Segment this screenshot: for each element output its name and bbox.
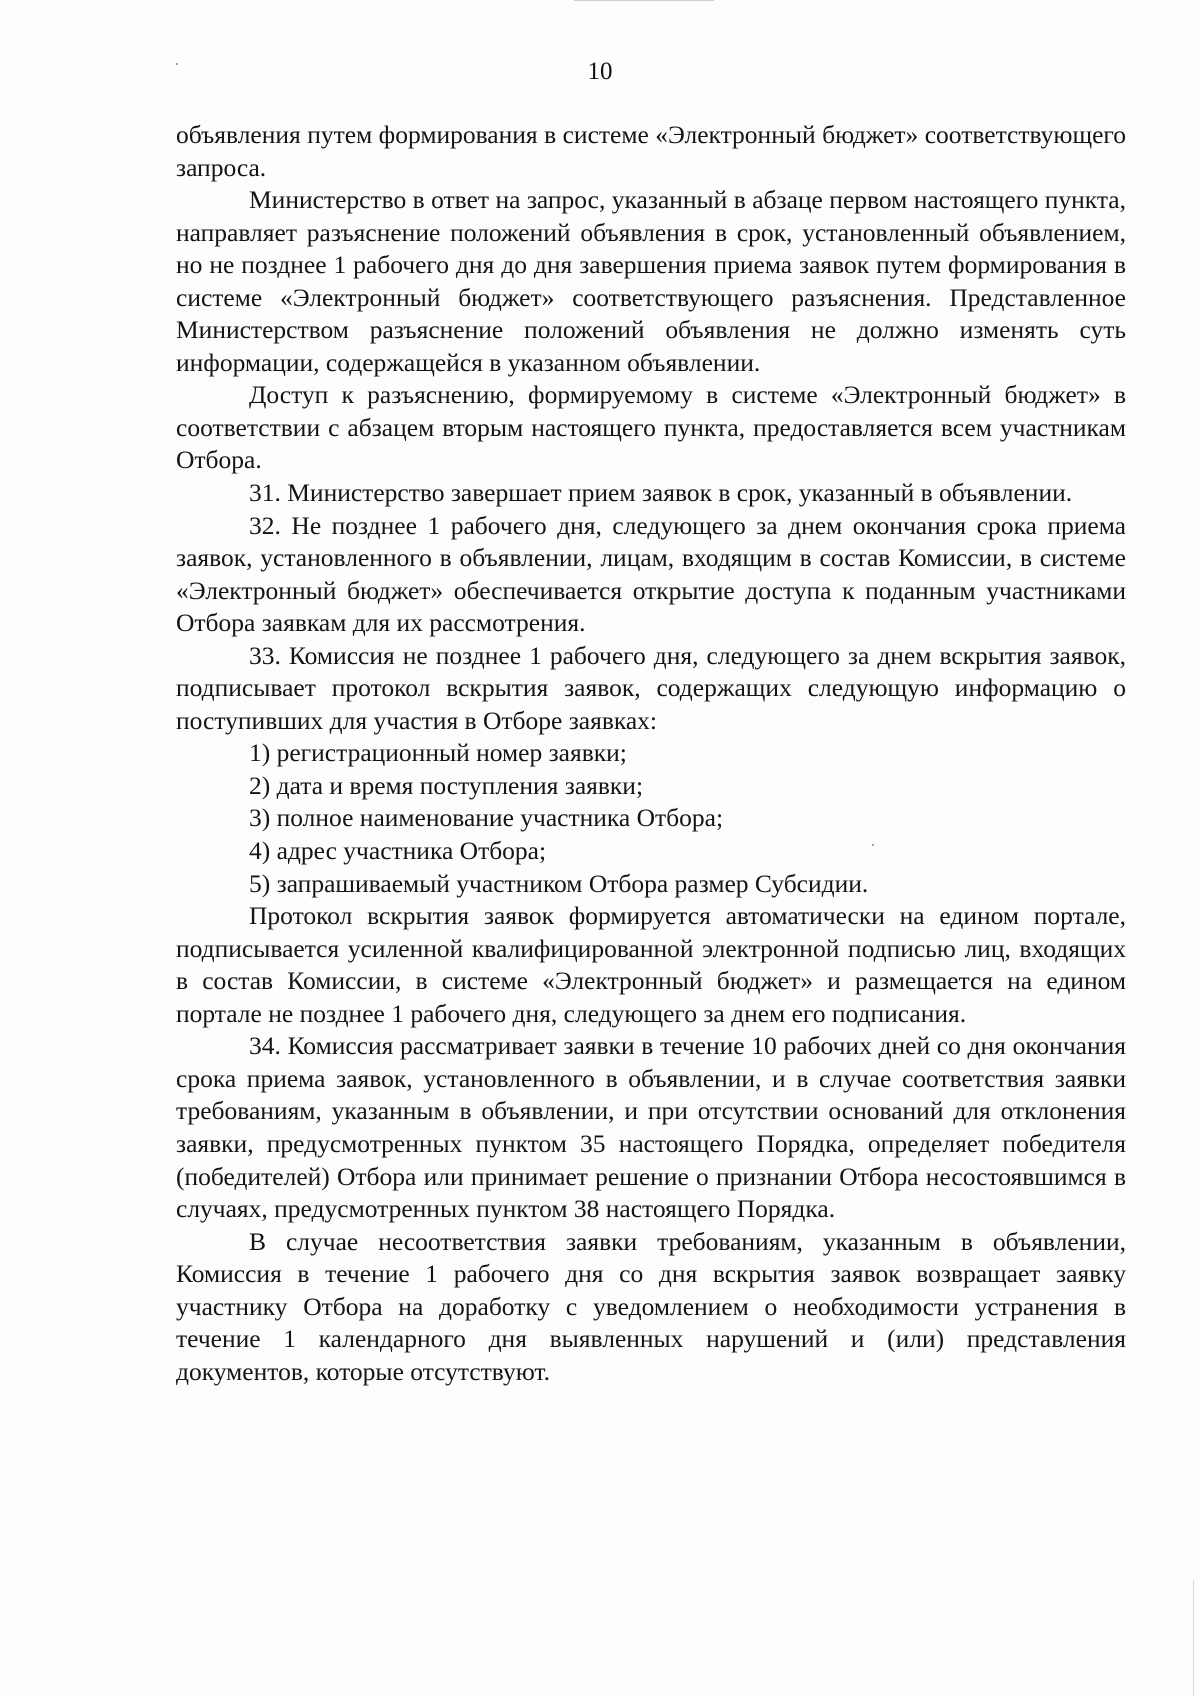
paragraph-clarification: Министерство в ответ на запрос, указанный в абзаце первом настоящего пункта, направляет разъяснение положений объявления в срок, установленный объявлением, но не позднее 1 рабочего дня до дня завершения приема заявок путем формирования в системе «Электронный бюджет» соответствующего разъяснения. Представленное Министерством разъяснение положений объявления не должно изменять суть информации, содержащейся в указанном объявлении. <box>176 185 1126 377</box>
page-number: 10 <box>587 58 613 85</box>
paragraph-protocol: Протокол вскрытия заявок формируется автоматически на едином портале, подписывается усиленной квалифицированной электронной подписью лиц, входящих в состав Комиссии, в системе «Электронный бюджет» и размещается на едином портале не позднее 1 рабочего дня, следующего за днем его подписания. <box>176 901 1126 1028</box>
list-item: 5) запрашиваемый участником Отбора размер Субсидии. <box>249 868 869 898</box>
scan-edge-mark <box>1193 1580 1194 1696</box>
list-item: 3) полное наименование участника Отбора; <box>249 803 724 833</box>
paragraph-item-32: 32. Не позднее 1 рабочего дня, следующего за днем окончания срока приема заявок, установленного в объявлении, лицам, входящим в состав Комиссии, в системе «Электронный бюджет» обеспечивается открытие доступа к поданным участниками Отбора заявкам для их рассмотрения. <box>176 510 1126 638</box>
paragraph-continuation: объявления путем формирования в системе «Электронный бюджет» соответствующего запроса. <box>176 120 1126 182</box>
paragraph-access: Доступ к разъяснению, формируемому в системе «Электронный бюджет» в соответствии с абзацем вторым настоящего пункта, предоставляется всем участникам Отбора. <box>176 380 1126 475</box>
scan-edge-mark <box>574 0 714 1</box>
paragraph-nonconformity: В случае несоответствия заявки требованиям, указанным в объявлении, Комиссия в течение 1 рабочего дня со дня вскрытия заявок возвращает заявку участнику Отбора на доработку с уведомлением о необходимости устранения в течение 1 календарного дня выявленных нарушений и (или) представления документов, которые отсутствуют. <box>176 1226 1126 1386</box>
paragraph-item-34: 34. Комиссия рассматривает заявки в течение 10 рабочих дней со дня окончания срока приема заявок, установленного в объявлении, и в случае соответствия заявки требованиям, указанным в объявлении, и при отсутствии оснований для отклонения заявки, предусмотренных пунктом 35 настоящего Порядка, определяет победителя (победителей) Отбора или принимает решение о признании Отбора несостоявшимся в случаях, предусмотренных пунктом 38 настоящего Порядка. <box>176 1031 1126 1224</box>
document-body <box>176 119 1126 1388</box>
paragraph-item-31: 31. Министерство завершает прием заявок в срок, указанный в объявлении. <box>249 478 1073 508</box>
paragraph-item-33: 33. Комиссия не позднее 1 рабочего дня, следующего за днем вскрытия заявок, подписывает протокол вскрытия заявок, содержащих следующую информацию о поступивших для участия в Отборе заявках: <box>176 640 1126 735</box>
list-item: 1) регистрационный номер заявки; <box>249 738 627 768</box>
list-item: 2) дата и время поступления заявки; <box>249 770 644 800</box>
list-item: 4) адрес участника Отбора; <box>249 836 547 866</box>
